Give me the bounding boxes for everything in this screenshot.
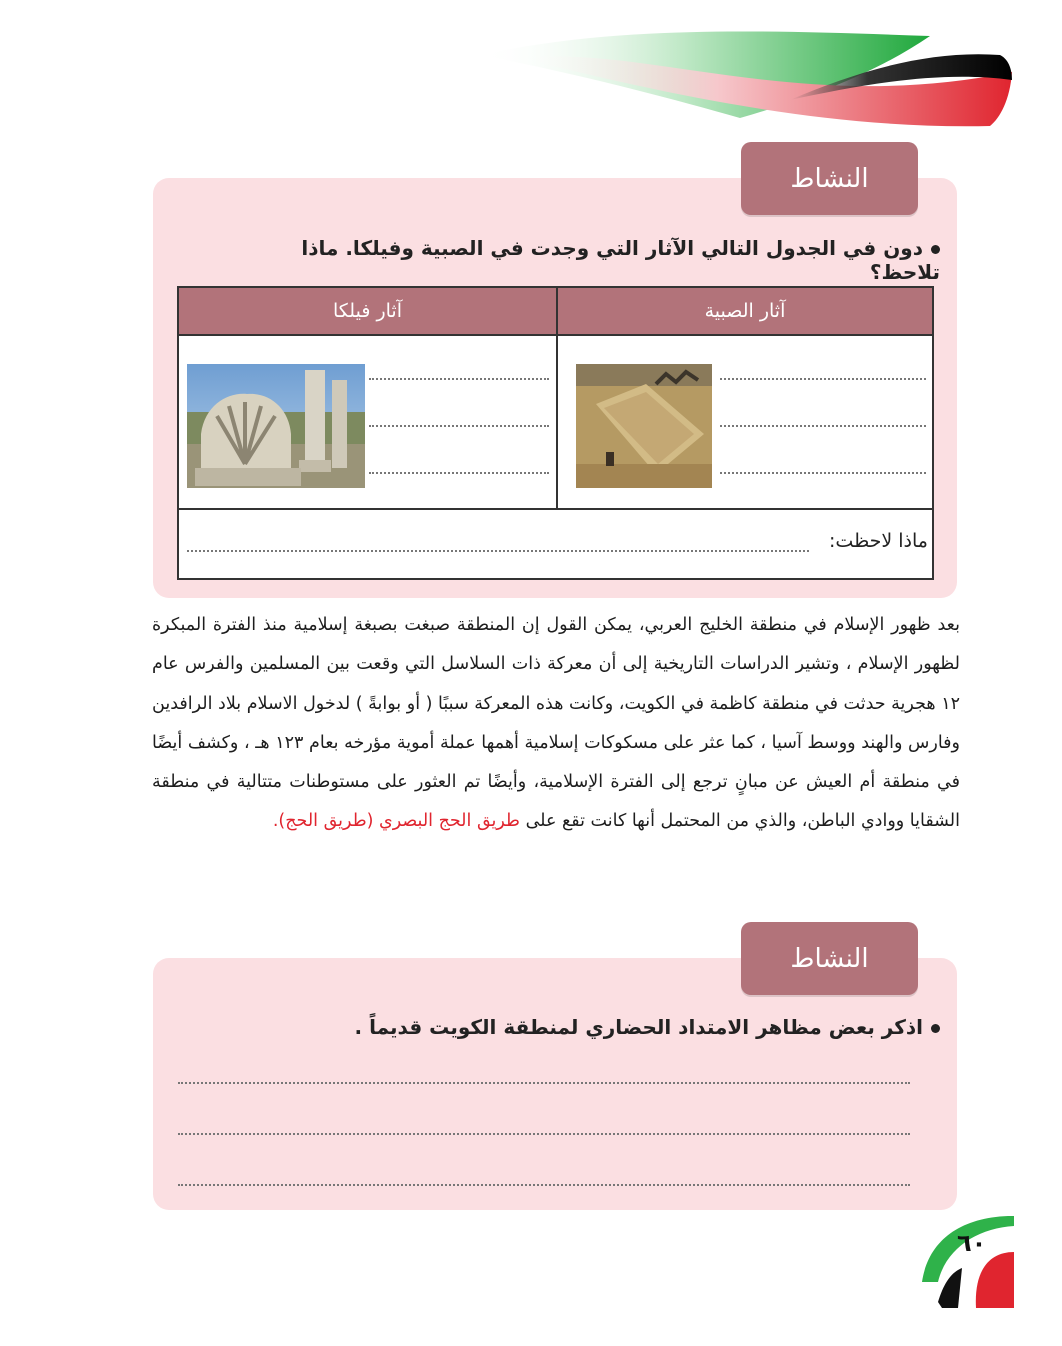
table-divider-vertical	[556, 288, 558, 510]
subiya-photo	[576, 364, 712, 488]
bullet-icon	[931, 245, 940, 254]
failaka-answer-line-3	[369, 472, 549, 474]
header-failaka-label: آثار فيلكا	[333, 300, 402, 322]
subiya-answer-line-2	[720, 425, 926, 427]
corner-flag-decoration	[918, 1212, 1018, 1312]
activity-2-panel	[153, 958, 957, 1210]
body-paragraph-text: بعد ظهور الإسلام في منطقة الخليج العربي، يمكن القول إن المنطقة صبغت بصبغة إسلامية منذ الفترة المبكرة لظهور الإسلام ، وتشير الدراسات التاريخية إلى أن معركة ذات السلاسل التي وقعت بين المسلمين والفرس عام ١٢ هجرية حدثت في منطقة كاظمة في الكويت، وكانت هذه المعركة سببًا ( أو بوابةً ) لدخول الاسلام بلاد الرافدين وفارس والهند ووسط آسيا ، كما عثر على مسكوكات إسلامية أهمها عملة أموية مؤرخه بعام ١٢٣ هـ ، وكشف أيضًا في منطقة أم العيش عن مبانٍ ترجع إلى الفترة الإسلامية، وأيضًا تم العثور على مستوطنات متتالية في منطقة الشقايا ووادي الباطن، والذي من المحتمل أنها كانت تقع على	[152, 615, 960, 832]
activity-2-tab-label: النشاط	[790, 943, 869, 974]
body-paragraph-highlight: طريق الحج البصري (طريق الحج).	[272, 811, 520, 832]
subiya-answer-line-3	[720, 472, 926, 474]
table-divider-header	[179, 334, 932, 336]
activity-1-tab	[741, 142, 918, 215]
table-header-subiya	[558, 288, 932, 334]
failaka-photo	[187, 364, 365, 488]
failaka-answer-line-1	[369, 378, 549, 380]
activity-2-answer-line-3[interactable]	[178, 1184, 910, 1186]
activity-1-tab-label: النشاط	[790, 163, 869, 194]
activity-2-answer-line-1[interactable]	[178, 1082, 910, 1084]
flag-ribbon-decoration	[0, 0, 1062, 140]
activity-2-question	[240, 1015, 940, 1039]
table-divider-row	[179, 508, 932, 510]
activity-2-question-text: اذكر بعض مظاهر الامتداد الحضاري لمنطقة الكويت قديماً .	[354, 1015, 923, 1039]
page-number: ٦٠	[957, 1229, 987, 1257]
observe-label: ماذا لاحظت:	[829, 530, 928, 552]
subiya-answer-line-1	[720, 378, 926, 380]
activity-1-question	[240, 236, 940, 284]
activity-2-answer-line-2[interactable]	[178, 1133, 910, 1135]
table-header-failaka	[179, 288, 556, 334]
bullet-icon	[931, 1024, 940, 1033]
observe-answer-line[interactable]	[187, 550, 809, 552]
failaka-answer-line-2	[369, 425, 549, 427]
archaeology-table	[177, 286, 934, 580]
activity-2-tab	[741, 922, 918, 995]
body-paragraph	[152, 606, 960, 842]
activity-1-question-text: دون في الجدول التالي الآثار التي وجدت في الصبية وفيلكا. ماذا تلاحظ؟	[301, 236, 940, 284]
header-subiya-label: آثار الصبية	[704, 300, 786, 322]
